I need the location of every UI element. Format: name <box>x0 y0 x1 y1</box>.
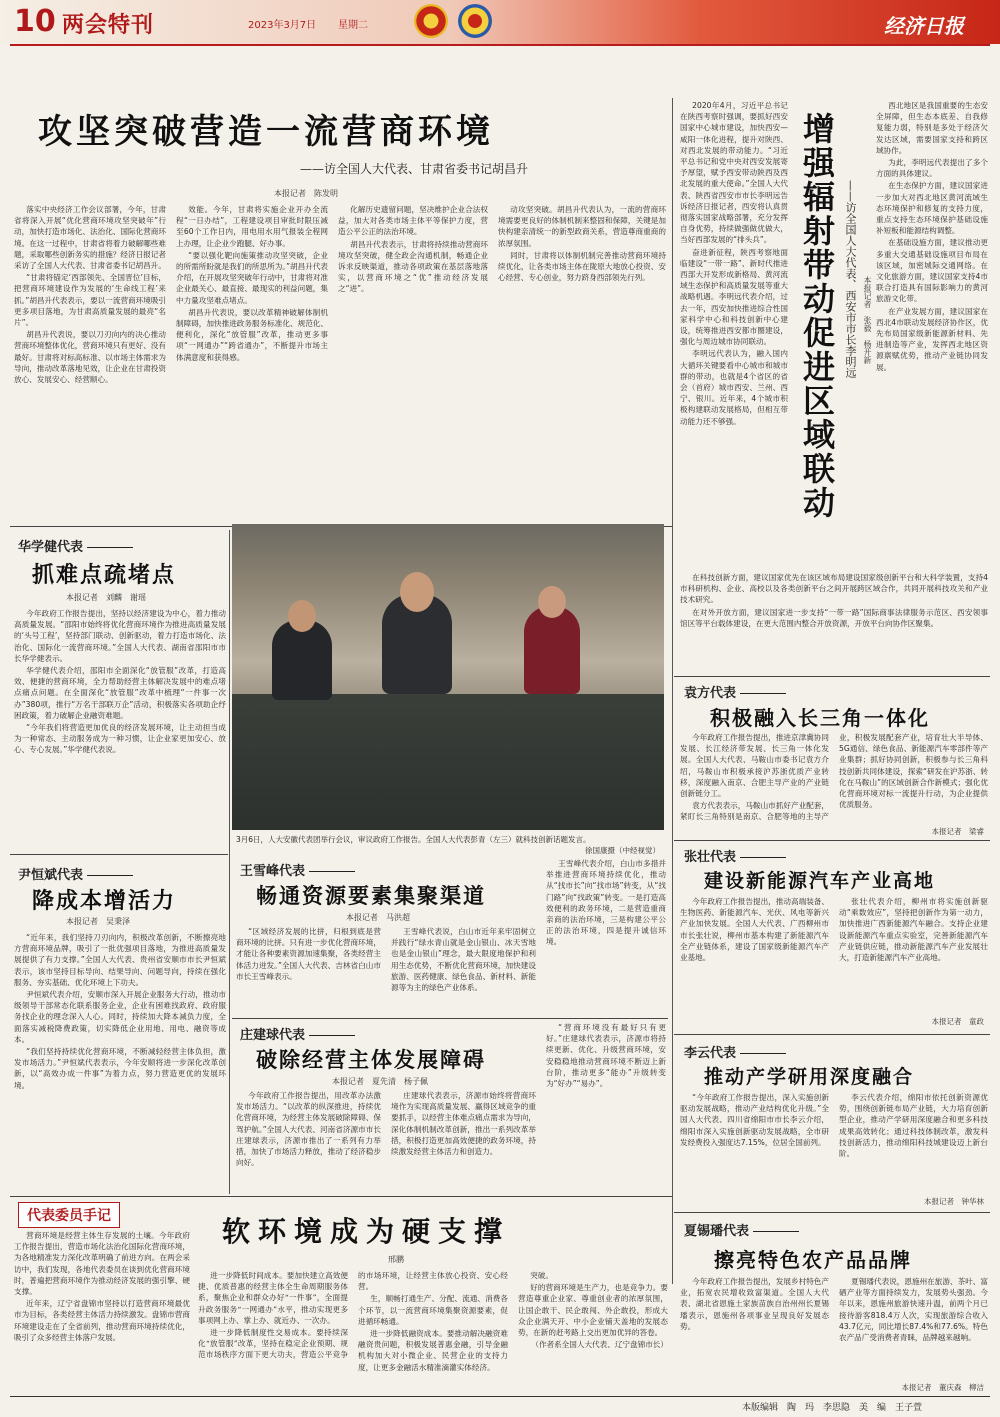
article-byline: 本报记者 刘麟 谢瑶 <box>66 593 146 602</box>
article-paragraph: 华学健代表介绍，邵阳市全面深化“放管服”改革，打造高效、便捷的营商环境，全力帮助经营主体解决发展中的难点堵点痛点问题。在全面深化“放管服”改革中梳理“一件事一次办”380项，推行“万名干部联万企”活动，积极落实各项助企纾困政策，着力破解企业融资难题。 <box>14 666 226 720</box>
column-paragraph: 进一步降低制度性交易成本。要持续深化“放管服”改革，坚持在稳定企业预期、规范市场秩序方面下更大功夫，营造公平竞争的市场环境，让经营主体放心投资、安心经营。 <box>198 1271 508 1360</box>
lead-paragraph: “要以强化靶向施策推动攻坚突破，企业的所需所盼就是我们的所思所为。”胡昌升代表介绍，在开展攻坚突破年行动中，甘肃将对准企业最关心、最直接、最现实的利益问题，集中力量攻坚难点堵点。 <box>176 250 328 305</box>
article-title: 建设新能源汽车产业高地 <box>704 870 936 892</box>
column-paragraph: 营商环境是经营主体生存发展的土壤。今年政府工作报告提出，营造市场化法治化国际化营商环境，为各地精准发力深化改革明确了前进方向。在两会采访中，我们发现，各地代表委员在谈到优化营商环境时，普遍把营商环境作为推动经济发展的强引擎、硬支撑。 <box>14 1231 190 1297</box>
lead-column-3 <box>338 204 488 522</box>
photo-credit: 徐国康摄（中经视觉） <box>585 846 660 855</box>
article-paragraph: 尹恒斌代表介绍，安顺市深入开展企业服务大行动，推动市级领导干部常态化联系服务企业，企业有困难找政府、政府服务找企业的理念深入人心。同时，持续加大降本减负力度，全面落实减税降费政策，切实降低企业用地、用电、融资等成本。 <box>14 990 226 1044</box>
article-title: 降成本增活力 <box>32 888 177 914</box>
article-title: 擦亮特色农产品品牌 <box>714 1248 912 1272</box>
article-paragraph: 今年政府工作报告提出，推进京津冀协同发展、长江经济带发展、长三角一体化发展。全国人大代表、马鞍山市委书记袁方介绍，马鞍山市积极承接沪苏浙优质产业转移，深度融入南京、合肥主导产业的产业链创新链分工。 <box>680 733 829 799</box>
column-text-b <box>198 1270 668 1386</box>
article-paragraph: “我们坚持持续优化营商环境，不断减轻经营主体负担，激发市场活力。”尹恒斌代表表示，今年安顺将进一步深化改革创新，以“高效办成一件事”为着力点，努力营造更优的发展环境。 <box>14 1047 226 1090</box>
lead-paragraph: 化解历史遗留问题，坚决维护企业合法权益，加大对各类市场主体平等保护力度，营造公平公正的法治环境。 <box>338 205 488 237</box>
feature-paragraph: 在产业发展方面，建议国家在西北4市联动发展经济协作区，优先布局国家级新能源新材料、先进制造等产业，发挥西北地区资源禀赋优势，推动产业链协同发展。 <box>876 306 988 372</box>
news-photo <box>232 524 664 830</box>
article-paragraph: 王雪峰代表说，白山市近年来牢固树立并践行“绿水青山就是金山银山、冰天雪地也是金山银山”理念，最大限度地保护和利用生态优势，不断优化营商环境，加快建设旅游、医药健康、绿色食品、新材料、新能源等为主的绿色产业体系。 <box>391 927 536 993</box>
article-paragraph: 今年政府工作报告提出，推动高端装备、生物医药、新能源汽车、光伏、风电等新兴产业加快发展。全国人大代表、广西柳州市市长张壮说，柳州市基本构建了新能源汽车全产业链体系，建设了国家级新能源汽车产业基地。 <box>680 897 829 963</box>
article-paragraph: “今年我们将营造更加优良的经济发展环境，让主动担当成为一种常态、主动服务成为一种习惯，让企业家更加安心、放心、专心发展。”华学健代表说。 <box>14 723 226 755</box>
rep-name-rule <box>740 1053 786 1054</box>
article-yin <box>14 860 226 1192</box>
column-paragraph: 好的营商环境是生产力，也是竞争力。要营造尊重企业家、尊重创业者的浓厚氛围，让国企敢干、民企敢闯、外企敢投，形成大众企业满天开、中小企业铺天盖地的发展态势，在新的赶考路上交出更加优异的答卷。 <box>518 1283 668 1338</box>
article-paragraph: 今年政府工作报告提出，坚持以经济建设为中心，着力推动高质量发展。“邵阳市始终将优化营商环境作为推进高质量发展的‘头号工程’，坚持部门联动、创新驱动，着力打造市场化、法治化、国际化一流营商环境。”全国人大代表、湖南省邵阳市市长华学健表示。 <box>14 609 226 663</box>
lead-byline: 本报记者 陈发明 <box>274 189 338 198</box>
newspaper-logo: 经济日报 <box>884 14 964 38</box>
rep-name: 袁方代表 <box>684 682 786 701</box>
rep-name: 尹恒斌代表 <box>18 864 133 883</box>
column-paragraph: 生，顺畅打通生产、分配、流通、消费各个环节，以一流营商环境集聚资源要素，促进循环畅通。 <box>358 1294 508 1326</box>
article-title: 破除经营主体发展障碍 <box>256 1047 486 1072</box>
feature-headline: 增强辐射带动促进区域联动 <box>798 112 836 520</box>
rep-name: 华学健代表 <box>18 536 133 555</box>
rep-name: 庄建球代表 <box>240 1024 355 1043</box>
column-label: 代表委员手记 <box>18 1202 120 1228</box>
article-xia <box>680 1216 988 1396</box>
lead-paragraph: 胡昌升代表说，要以改革精神破解体制机制障碍，加快推进政务服务标准化、规范化、便利化，深化“放管服”改革，推动更多事项“一网通办”“跨省通办”，不断提升市场主体满意度和获得感。 <box>176 307 328 362</box>
lead-column-1 <box>14 204 166 522</box>
lead-paragraph: 同时，甘肃将以体制机制完善推动营商环境持续优化，让各类市场主体在陇原大地放心投资、安心经营、专心创业，努力跻身西部领先行列。 <box>498 250 666 283</box>
cppcc-emblem-icon <box>458 4 492 38</box>
article-title: 积极融入长三角一体化 <box>710 706 930 730</box>
feature-paragraph: 2020年4月，习近平总书记在陕西考察时强调，要抓好西安国家中心城市建设，加快西安—咸阳一体化进程，提升对陕西、对西北发展的带动能力。“习近平总书记和党中央对西安发展寄予厚望，赋予西安带动陕西及西北发展的重大使命。”全国人大代表、陕西省西安市市长李明远告诉经济日报记者，西安将认真贯彻落实国家战略部署，充分发挥自身优势，持续做强做优做大，当好西部发展的“排头兵”。 <box>680 101 788 245</box>
feature-paragraph: 在生态保护方面，建议国家进一步加大对西北地区黄河流域生态环境保护和修复的支持力度，重点支持生态环境保护基础设施补短板和能源结构调整。 <box>876 181 988 236</box>
article-paragraph: 袁方代表表示，马鞍山市抓好产业配套，紧盯长三角特别是南京、合肥等地的主导产业，积极发展配套产业，培育壮大半导体、5G通信、绿色食品、新能源汽车零部件等产业集群；抓好协同创新，积极参与长三角科技创新共同体建设，探索“研发在沪苏浙、转化在马鞍山”的区域创新合作新模式；强化优化营商环境对标一流提升行动，为企业提供优质服务。 <box>680 733 988 822</box>
article-paragraph: 夏锡璠代表说，恩施州在旅游、茶叶、富硒产业等方面持续发力，发展势头强劲。今年以来，恩施州旅游快速升温，前两个月已接待游客818.4万人次，实现旅游综合收入43.7亿元，同比增长87.4%和77.6%。特色农产品广受消费者青睐，品牌越来越响。 <box>839 1277 988 1343</box>
rep-name-rule <box>309 871 355 872</box>
article-yuan <box>680 680 988 838</box>
lead-column-2 <box>176 204 328 522</box>
article-paragraph: 王雪峰代表介绍，白山市多措并举推进营商环境持续优化，推动从“找市长”向“找市场”转变，从“找门路”向“找政策”转变。一是打造高效便利的政务环境，二是营造重商亲商的法治环境，三是构建公平公正的法治环境，四是提升诚信环境。 <box>546 859 666 947</box>
lead-headline: 攻坚突破营造一流营商环境 <box>38 112 494 152</box>
column-paragraph: 近年来，辽宁省盘锦市坚持以打造营商环境最优市为目标，各类经营主体活力持续激发。盘锦市营商环境建设走在了全省前列，推动营商环境持续优化，吸引了众多经营主体落户发展。 <box>14 1299 190 1342</box>
column-paragraph: 进一步降低时间成本。要加快建立高效便捷、优质普惠的经营主体全生命周期服务体系，聚焦企业和群众办好“一件事”，全面提升政务服务“一网通办”水平，推动实现更多事项网上办、掌上办、就近办、一次办。 <box>198 1271 348 1325</box>
rep-name: 李云代表 <box>684 1042 786 1061</box>
article-paragraph: 庄建球代表表示，济源市始终将营商环境作为实现高质量发展、赢得区域竞争的重要抓手，以经营主体难点痛点需求为导向，深化体制机制改革创新，推出一系列改革举措，积极打造更加高效便捷的政务环境，持续激发经营主体活力和创造力。 <box>391 1091 536 1157</box>
article-byline: 本报记者 夏先清 杨子佩 <box>332 1077 428 1086</box>
feature-paragraph: 在基础设施方面，建议推动更多重大交通基础设施项目布局在该区域，加密城际交通网络。在文化旅游方面，建议国家支持4市联合打造具有国际影响力的黄河旅游文化带。 <box>876 238 988 304</box>
feature-paragraph: 在对外开放方面，建议国家进一步支持“一带一路”国际商事法律服务示范区、西安领事馆区等平台载体建设，在更大范围内整合开放资源，开放平台向协作区聚集。 <box>680 607 988 628</box>
rep-name-rule <box>740 857 786 858</box>
lead-paragraph: 落实中央经济工作会议部署，今年，甘肃省将深入开展“优化营商环境攻坚突破年”行动，加快打造市场化、法治化、国际化营商环境。在这一过程中，甘肃省将着力破解哪些难题，采取哪些创新务实的措施？经济日报记者采访了全国人大代表、甘肃省委书记胡昌升。 <box>14 205 166 271</box>
caption-text: 3月6日，人大安徽代表团举行会议，审议政府工作报告。全国人大代表彭青（左三）就科技创新话题发言。 <box>236 835 591 844</box>
article-byline: 本报记者 马洪超 <box>346 913 410 922</box>
rep-name: 张壮代表 <box>684 846 786 865</box>
article-zhang <box>680 844 988 1030</box>
section-title: 两会特刊 <box>62 12 155 38</box>
lead-paragraph: 效能。今年，甘肃将实施企业开办全流程“一日办结”，工程建设项目审批时限压减至60个工作日内，用电用水用气报装全程网上办理，让企业少跑腿、好办事。 <box>176 205 328 248</box>
article-byline: 本报记者 董庆森 柳洁 <box>901 1383 984 1392</box>
lead-subtitle: ——访全国人大代表、甘肃省委书记胡昌升 <box>300 162 529 176</box>
article-wang <box>236 858 666 1018</box>
feature-paragraph: 在科技创新方面，建议国家优先在该区域布局建设国家级创新平台和大科学装置，支持4市科研机构、企业、高校以及各类创新平台之间开展跨区域合作，共同开展科技攻关和产业技术研究。 <box>680 573 988 605</box>
article-byline: 本报记者 吴秉泽 <box>66 917 130 926</box>
article-paragraph: 今年政府工作报告提出，用改革办法激发市场活力。“以改革的纵深推进，持续优化营商环境，为经营主体发展破除障碍、保驾护航。”全国人大代表、河南省济源市市长庄建球表示，济源市推出了一系列有力举措，加快了市场活力释放，推动了经济稳步向好。 <box>236 1091 381 1168</box>
lead-paragraph: 胡昌升代表说，要以刀刃向内的决心推动营商环境整体优化，营商环境只有更好、没有最好。甘肃将对标高标准、以市场主体需求为导向，推动改革落地见效，让企业在甘肃投资放心、发展安心、经营顺心。 <box>14 330 166 385</box>
rep-name-rule <box>87 547 133 548</box>
article-paragraph: “区域经济发展的比拼，归根到底是营商环境的比拼。只有进一步优化营商环境，才能让各种要素资源加速集聚，各类经营主体活力迸发。”全国人大代表、吉林省白山市市长王雪峰表示。 <box>236 927 381 981</box>
article-li <box>680 1040 988 1208</box>
column-paragraph: 突破。 <box>530 1271 553 1280</box>
rep-name-rule <box>753 1231 799 1232</box>
article-paragraph: 李云代表介绍，绵阳市依托创新资源优势，围绕创新链布局产业链，大力培育创新型企业，推动产学研用深度融合和更多科技成果高效转化；通过科技体制改革，激发科技创新活力，推动绵阳科技城建设迈上新台阶。 <box>839 1093 988 1159</box>
article-title: 畅通资源要素集聚渠道 <box>256 883 486 908</box>
rep-name-rule <box>87 875 133 876</box>
article-byline: 本报记者 梁睿 <box>931 827 984 836</box>
footer-editors: 本版编辑 陶 玛 李思隐 美 编 王子萱 <box>742 1403 923 1413</box>
rep-name: 王雪峰代表 <box>240 860 355 879</box>
article-paragraph: “今年政府工作报告提出，深入实施创新驱动发展战略，推动产业结构优化升级。”全国人大代表、四川省绵阳市市长李云介绍，绵阳市深入实施创新驱动发展战略，全市研发经费投入强度达7.15%，位居全国前列。 <box>680 1093 829 1147</box>
lead-paragraph: 胡昌升代表表示，甘肃将持续推动营商环境攻坚突破，健全政企沟通机制，畅通企业诉求反映渠道，推动各项政策在基层落地落实，以营商环境之“优”推动经济发展之“进”。 <box>338 239 488 294</box>
feature-byline: 本报记者 张毅 杨开新 <box>863 276 872 364</box>
column-text-a <box>14 1230 190 1386</box>
masthead <box>0 0 1000 44</box>
article-paragraph: 今年政府工作报告提出，发展乡村特色产业，拓宽农民增收致富渠道。全国人大代表、湖北省恩施土家族苗族自治州州长夏锡璠表示，恩施州各项事业呈现良好发展态势。 <box>680 1277 829 1331</box>
page-number: 10 <box>14 4 56 39</box>
column-paragraph: （作者系全国人大代表、辽宁盘锦市长） <box>531 1340 668 1350</box>
issue-weekday: 星期二 <box>338 20 368 31</box>
article-hua <box>14 532 226 852</box>
feature-paragraph: 李明远代表认为，融入国内大循环关键要看中心城市和城市群的带动，也就是4个省区的省会（首府）城市西安、兰州、西宁、银川。近年来，4个城市积极构建联动发展格局，但相互带动能力还不够强。 <box>680 349 788 426</box>
lead-paragraph: “甘肃将锚定‘西部领先、全国晋位’目标，把营商环境建设作为发展的‘生命线工程’来抓。”胡昌升代表表示，要以一流营商环境吸引更多项目落地，为甘肃高质量发展的最亮“名片”。 <box>14 273 166 328</box>
article-paragraph: “营商环境没有最好只有更好。”庄建球代表表示，济源市将持续更新、优化、升级营商环境，安安稳稳地推动营商环境不断迈上新台阶，推动更多“能办”升级转变为“好办”“易办”。 <box>546 1023 666 1089</box>
article-title: 抓难点疏堵点 <box>32 562 177 588</box>
national-emblem-icon <box>414 4 448 38</box>
feature-text-c <box>680 572 988 670</box>
column-author: 邢鹏 <box>388 1255 404 1264</box>
article-paragraph: 张壮代表介绍，柳州市将实施创新驱动“乘数效应”，坚持把创新作为第一动力，加快推进广西新能源汽车融合。支持企业建设新能源汽车重点实验室，完善新能源汽车产业链供应链，推动新能源汽车产业发展壮大，打造新能源汽车产业高地。 <box>839 897 988 963</box>
article-paragraph: “近年来，我们坚持刀刃向内，积极改革创新，不断擦亮地方营商环境品牌，吸引了一批优强项目落地，为推进高质量发展提供了有力支撑。”全国人大代表、贵州省安顺市市长尹恒斌表示，该市坚持目标导向、结果导向、问题导向，持续在强化服务、夯实基础、优化环境上下功夫。 <box>14 933 226 987</box>
column-paragraph: 进一步降低融资成本。要推动解决融资难融资贵问题，积极发展普惠金融，引导金融机构加大对小微企业、民营企业的支持力度，让更多金融活水精准滴灌实体经济。 <box>358 1329 508 1372</box>
feature-paragraph: 为此，李明远代表提出了多个方面的具体建议。 <box>876 158 988 179</box>
article-byline: 本报记者 钟华林 <box>924 1197 984 1206</box>
article-zhuang <box>236 1022 666 1192</box>
lead-column-4 <box>498 204 666 522</box>
feature-paragraph: 西北地区是我国重要的生态安全屏障，但生态本底差、自我修复能力弱，特别是多处于经济欠发达区域，需要国家支持和跨区域协作。 <box>876 101 988 155</box>
lead-paragraph: 动攻坚突破。胡昌升代表认为，一流的营商环境需要更良好的体制机制来整固和保障，关键是加快构建亲清统一的新型政商关系，营造尊商重商的浓厚氛围。 <box>498 205 666 248</box>
feature-paragraph: 奋进新征程，陕西考察地面临建设“一带一路”、新时代推进西部大开发形成新格局、黄河流域生态保护和高质量发展等重大战略机遇。李明远代表介绍，过去一年，西安加快推进综合性国家科学中心和科技创新中心建设，统筹推进西安都市圈建设，强化与周边城市协同联动。 <box>680 247 788 347</box>
article-byline: 本报记者 童政 <box>931 1017 984 1026</box>
rep-name-rule <box>740 693 786 694</box>
issue-date: 2023年3月7日 <box>248 20 317 31</box>
column-title: 软环境成为硬支撑 <box>222 1215 511 1248</box>
rep-name-rule <box>309 1035 355 1036</box>
article-title: 推动产学研用深度融合 <box>704 1066 915 1088</box>
rep-name: 夏锡璠代表 <box>684 1220 799 1239</box>
feature-subtitle: ——访全国人大代表、西安市市长李明远 <box>844 180 857 378</box>
photo-caption <box>236 834 660 856</box>
